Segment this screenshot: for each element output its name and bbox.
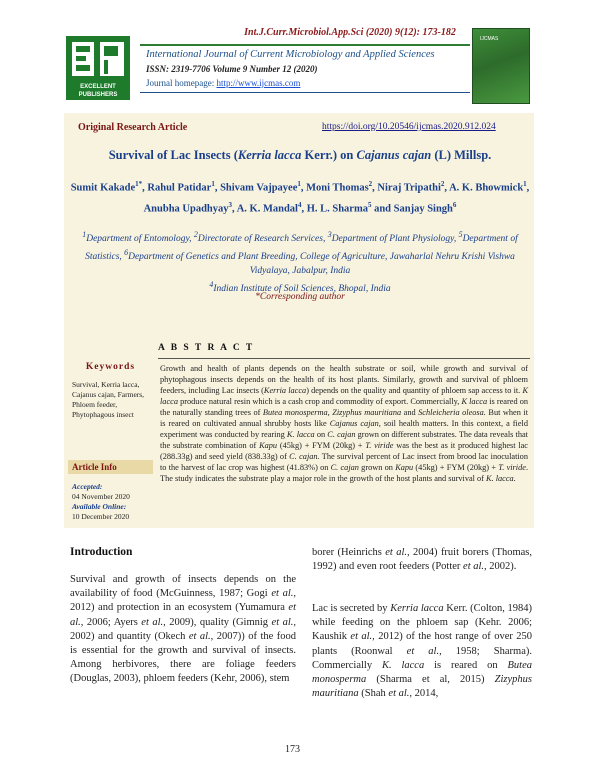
author-name: Niraj Tripathi <box>377 182 441 194</box>
page-number: 173 <box>285 744 300 755</box>
homepage-label: Journal homepage: <box>146 78 217 88</box>
journal-name: International Journal of Current Microbiology and Applied Sciences <box>146 49 435 60</box>
author-name: Moni Thomas <box>306 182 369 194</box>
header-rule <box>140 44 470 46</box>
author-name: A. K. Bhowmick <box>449 182 524 194</box>
author-name: Sumit Kakade <box>70 182 136 194</box>
article-title: Survival of Lac Insects (Kerria lacca Kerr.) on Cajanus cajan (L) Millsp. <box>108 148 492 162</box>
author-name: H. L. Sharma <box>306 203 368 214</box>
accepted-label: Accepted: <box>72 482 103 491</box>
available-label: Available Online: <box>72 502 127 511</box>
issn-line: ISSN: 2319-7706 Volume 9 Number 12 (2020) <box>146 64 318 74</box>
journal-cover-title: IJCMAS <box>480 36 499 42</box>
affiliations: $^1$Department of Entomology, $^2$Directorate of Research Services, $^3$Department of Plant Physiology, $^5$Department of Statistics, $^6$Department of Genetics and Plant Breeding, College of Agriculture, Jawaharlal Nehru Krishi Vishwa Vidyalaya, Jabalpur, India $^4$Indian Institute of Soil Sciences, Bhopal, India <box>82 230 518 295</box>
author-name: A. K. Mandal <box>236 203 298 214</box>
keywords-heading: Keywords <box>85 362 136 372</box>
svg-text:EXCELLENT: EXCELLENT <box>80 84 116 90</box>
introduction-paragraph-2: Lac is secreted by Kerria lacca Kerr. (Colton, 1984) while feeding on the phloem sap (Kehr. 2006; Kaushik et al., 2012) of the host range of over 250 plants (Roonwal et al., 1958; Sharma). Commercially K. lacca is reared on Butea monosperma (Sharma et al, 2015) Zizyphus mauritiana (Shah et al., 2014, <box>312 603 533 700</box>
header-rule-bottom <box>140 92 470 93</box>
doi-link[interactable]: https://doi.org/10.20546/ijcmas.2020.912.024 <box>322 122 496 132</box>
article-info-heading: Article Info <box>68 460 153 474</box>
author-name: Anubha Upadhyay <box>143 203 229 214</box>
introduction-paragraph-1-cont: borer (Heinrichs et al., 2004) fruit borers (Thomas, 1992) and even root feeders (Potter et al., 2002). <box>312 547 532 573</box>
homepage-link[interactable]: http://www.ijcmas.com <box>216 78 301 88</box>
abstract-text: Growth and health of plants depends on the health substrate or soil, while growth and survival of phytophagous insects depends on the health of its host plants. Similarly, growth and survival of phloem feeders, including Lac insects (Kerria lacca) depends on the quality and quantity of phloem sap access to it. K lacca produce natural resin which is a cash crop and commodity of export. Commercially, K lacca is reared on the naturally standing trees of Butea monosperma, Zizyphus mauritiana and Schleicheria oleosa. But when it is reared on cultivated annual shrubby hosts like Cajanus cajan, soil health matters. In this context, a field experiment was conducted by rearing K. lacca on C. cajan grown on different substrates. The data reveals that the substrate combination of Kapu (45kg) + FYM (20kg) + T. viride was the best as it produced highest lac (288.33g) and seed yield (838.33g) of C. cajan. The survival percent of Lac insect from brood lac inoculation to the harvest of lac crop was highest (41.83%) on C. cajan grown on Kapu (45kg) + FYM (20kg) + T. viride. The study indicates the substrate play a major role in the growth of the host plants and survival of K. lacca. <box>160 364 529 483</box>
abstract-heading: A B S T R A C T <box>158 343 255 353</box>
journal-homepage <box>146 78 300 88</box>
corresponding-author: *Corresponding author <box>255 292 345 302</box>
article-info-dates <box>72 482 154 522</box>
author-name: Sanjay Singh <box>393 203 453 214</box>
author-name: Shivam Vajpayee <box>220 182 298 194</box>
svg-text:PUBLISHERS: PUBLISHERS <box>78 92 118 98</box>
introduction-heading: Introduction <box>70 546 133 558</box>
publisher-logo <box>66 36 130 100</box>
accepted-date: 04 November 2020 <box>72 492 130 501</box>
author-name: Rahul Patidar <box>147 182 212 194</box>
keywords-list: Survival, Kerria lacca, Cajanus cajan, Farmers, Phloem feeder, Phytophagous insect <box>72 380 145 419</box>
introduction-paragraph-1: Survival and growth of insects depends on the availability of food (McGuinness, 1987; Gogi et al., 2012) and protection in an ecosystem (Yumamura et al., 2006; Ayers et al., 2009), quality (Gimnig et al., 2002) and quantity (Okech et al., 2007)) of the food is essential for the growth and survival of insects. Among herbivores, there are foliage feeders (Douglas, 2003), phloem feeders (Kehr, 2006), stem <box>70 574 296 685</box>
journal-reference: Int.J.Curr.Microbiol.App.Sci (2020) 9(12): 173-182 <box>244 27 456 38</box>
author-list: Sumit Kakade$^{1*}$, Rahul Patidar$^1$, Shivam Vajpayee$^1$, Moni Thomas$^2$, Niraj Tripathi$^2$, A. K. Bhowmick$^1$, Anubha Upadhyay$^3$, A. K. Mandal$^4$, H. L. Sharma$^5$ and Sanjay Singh$^6$ <box>70 180 530 214</box>
article-type: Original Research Article <box>78 122 188 133</box>
abstract-rule <box>158 358 530 359</box>
available-date: 10 December 2020 <box>72 512 130 521</box>
